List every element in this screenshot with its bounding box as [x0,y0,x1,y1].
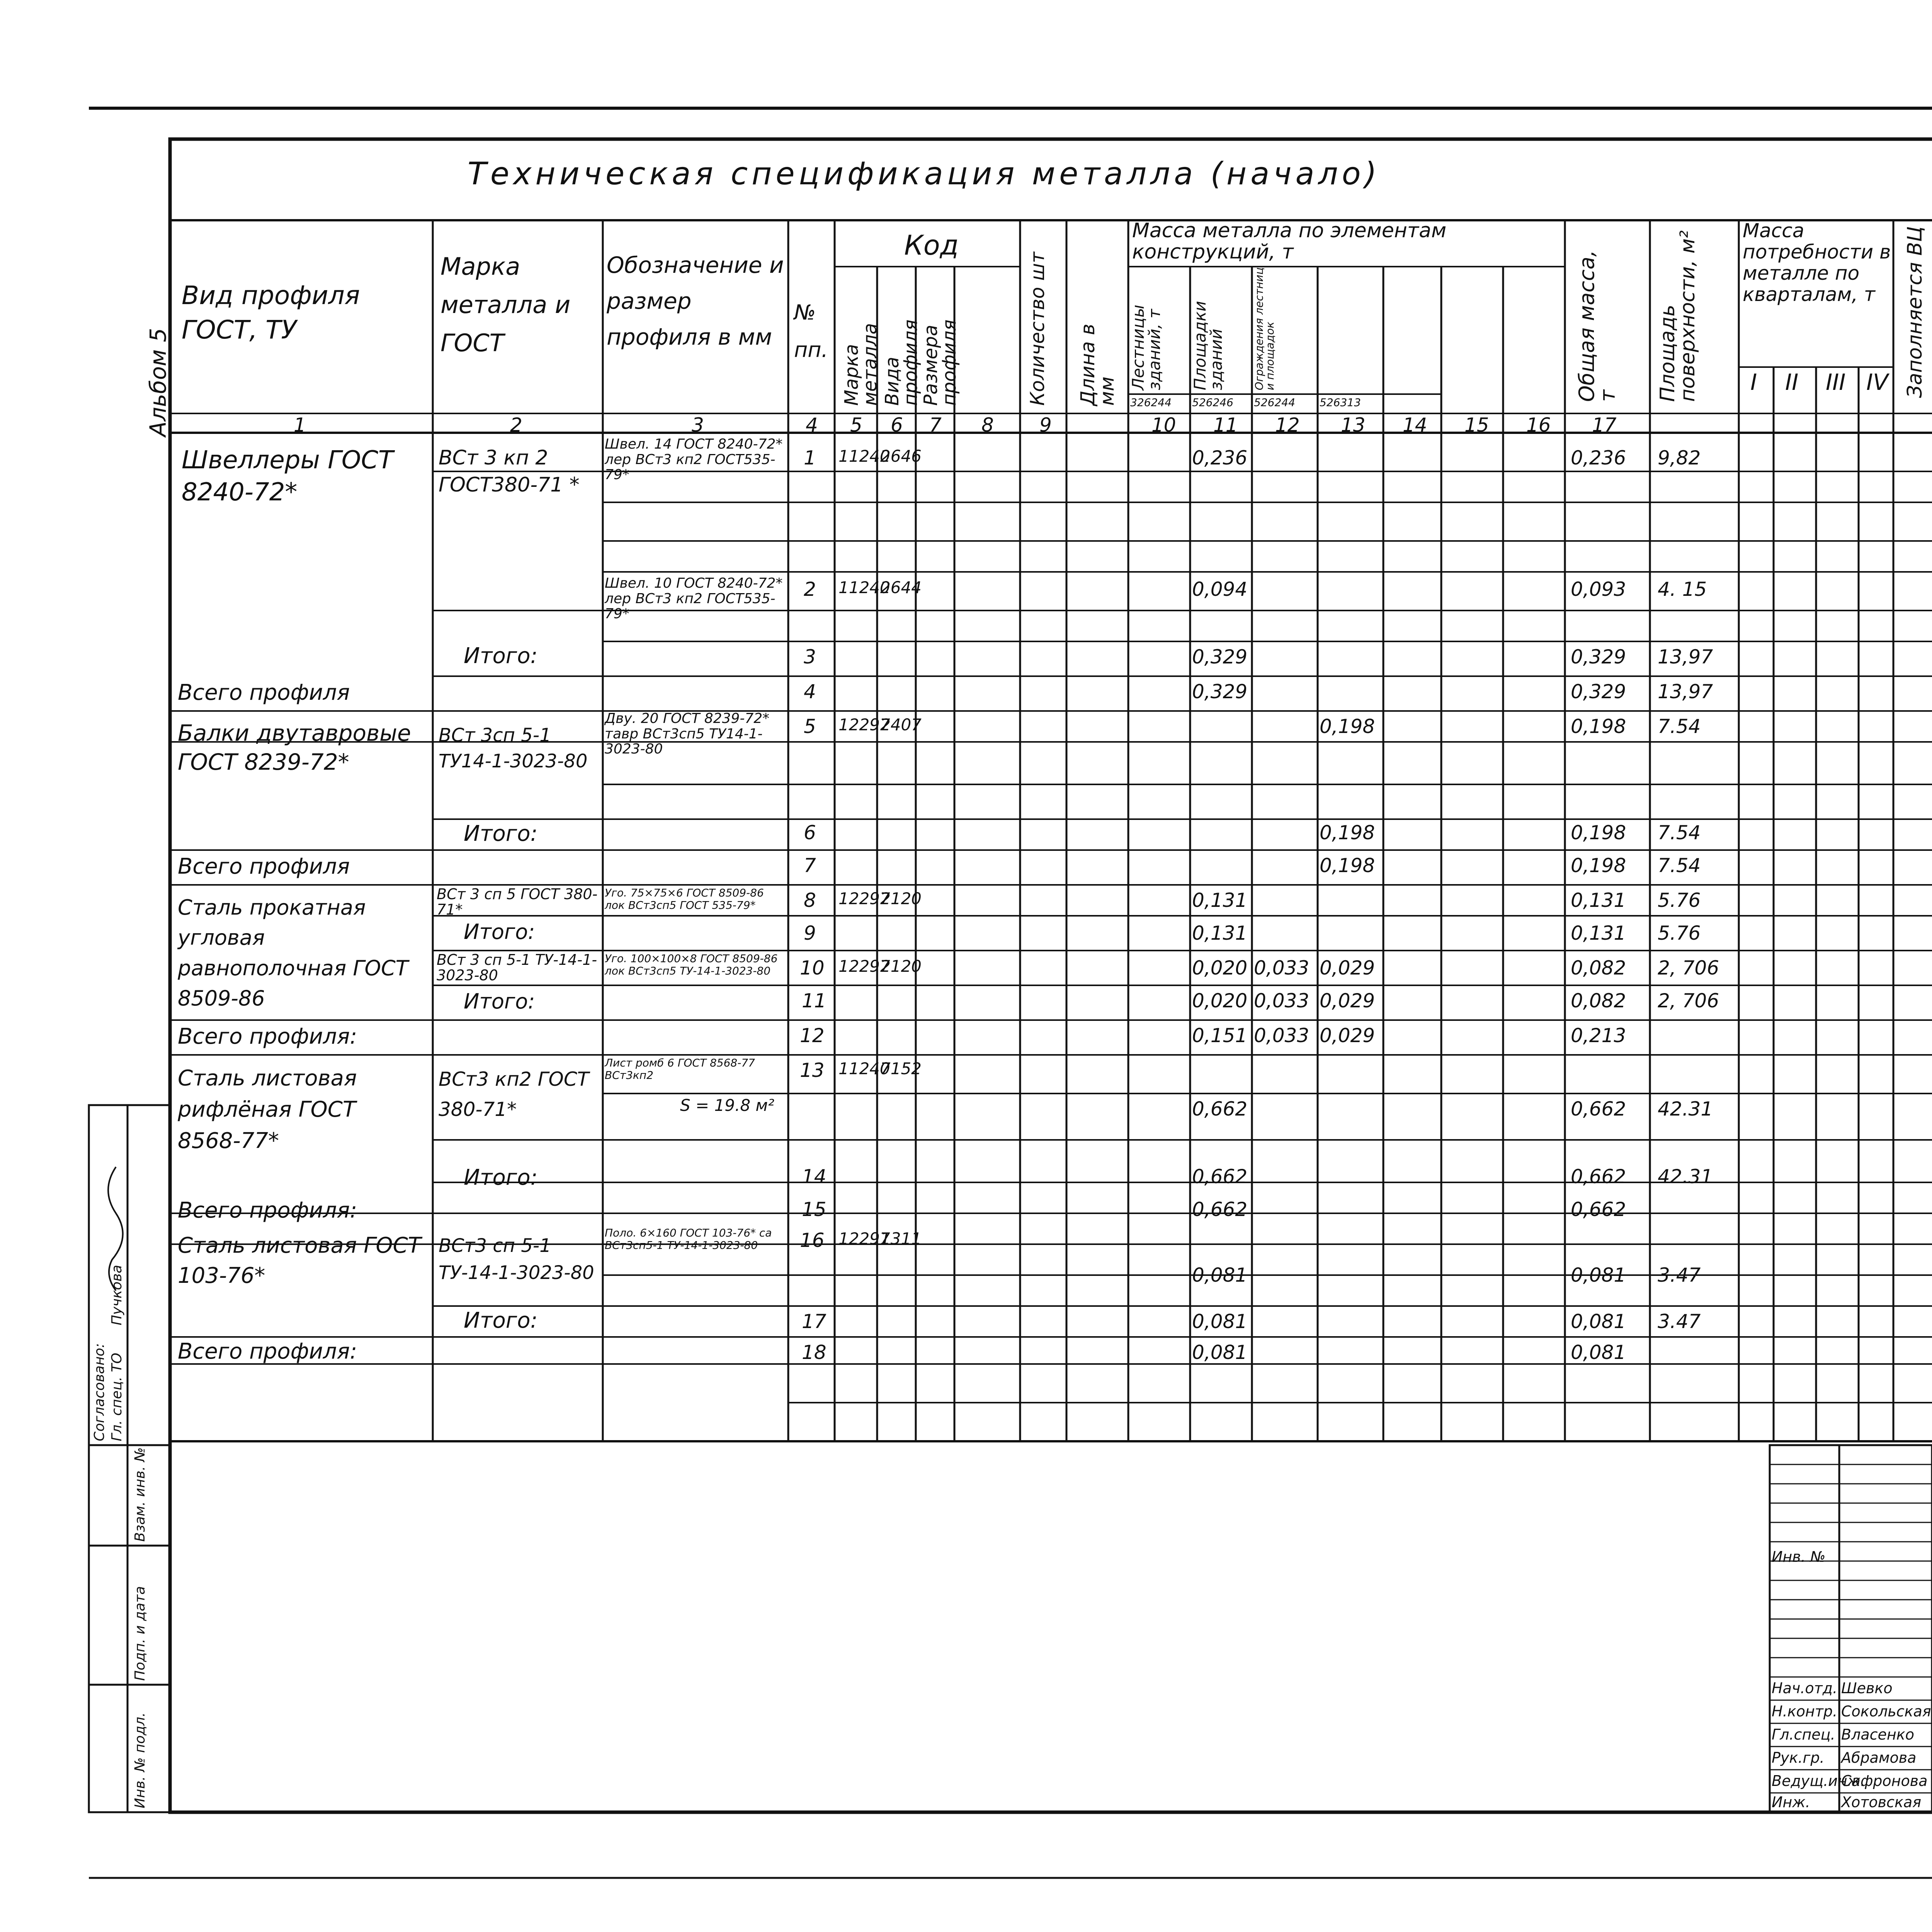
header-surface-area: Площадь поверхности, м² [1656,230,1699,402]
row-number: 2 [804,578,816,600]
code-profile: 2646 [880,447,922,466]
general-mass: 0,131 [1571,922,1626,944]
profile-total-label: Всего профиля [178,854,350,879]
mass-col11: 0,662 [1192,1165,1248,1188]
code-profile: 2120 [880,889,922,908]
col-num: 7 [929,414,942,436]
header-demand-by-quarters: Масса потребности в металле по кварталам, т [1743,219,1891,306]
surface-area: 42.31 [1658,1098,1713,1120]
row-number: 3 [804,646,816,668]
row-number: 13 [800,1059,825,1082]
row-number: 11 [802,990,827,1012]
surface-area: 13,97 [1658,680,1713,703]
col-num: 16 [1526,414,1551,436]
header-stairs: Лестницы зданий, т [1129,304,1164,390]
designation-cell: Швел. 14 ГОСТ 8240-72* лер ВСт3 кп2 ГОСТ535-79* [605,436,783,483]
quarter-2: II [1785,369,1799,395]
grade-cell: ВСт3 сп 5-1 ТУ-14-1-3023-80 [439,1235,594,1284]
mass-col12: 0,033 [1254,1024,1310,1047]
left-stamp-inv-orig: Инв. № подл. [132,1712,148,1808]
general-mass: 0,198 [1571,821,1626,844]
header-mass-by-elements: Масса металла по элементам конструкций, т [1132,219,1447,264]
code-row-2: 526244 [1254,396,1295,409]
mass-col11: 0,151 [1192,1024,1248,1047]
col-num: 9 [1039,414,1052,436]
left-stamp-replace-inv: Взам. инв. № [132,1447,148,1542]
mass-col13: 0,029 [1320,957,1375,979]
general-mass: 0,082 [1571,957,1626,979]
col-num: 17 [1592,414,1617,436]
general-mass: 0,093 [1571,578,1626,600]
page-title: Техническая спецификация металла (начало) [468,156,1381,192]
profile-cell: Сталь прокатная угловая равнополочная ГОСТ 8509-86 [178,895,408,1010]
code-profile: 2120 [880,957,922,976]
subtotal-label: Итого: [464,643,538,668]
mass-col13: 0,029 [1320,990,1375,1012]
surface-area: 5.76 [1658,889,1701,912]
grade-cell: ВСт 3 сп 5-1 ТУ-14-1-3023-80 [437,951,597,984]
header-code-profile-type: Вида профиля [881,319,922,406]
role-name: Шевко [1841,1680,1893,1697]
code-steel: 11240 [838,578,890,597]
general-mass: 0,662 [1571,1165,1626,1188]
designation-area-note: S = 19.8 м² [680,1096,774,1115]
general-mass: 0,329 [1571,646,1626,668]
left-stamp-gl-spec-name: Пучкова [109,1265,125,1325]
code-steel: 12297 [838,715,890,734]
col-num: 1 [294,414,306,436]
profile-cell: Балки двутавровые ГОСТ 8239-72* [178,720,411,776]
col-num: 10 [1151,414,1176,436]
surface-area: 2, 706 [1658,957,1719,979]
row-number: 9 [804,922,816,944]
mass-col11: 0,236 [1192,447,1248,469]
surface-area: 13,97 [1658,646,1713,668]
role-label: Гл.спец. [1772,1726,1835,1743]
code-steel: 12297 [838,889,890,908]
row-number: 8 [804,889,816,912]
row-number: 17 [802,1310,827,1333]
profile-cell: Сталь листовая ГОСТ 103-76* [178,1233,421,1289]
role-name: Хотовская [1841,1794,1922,1811]
role-label: Н.контр. [1772,1703,1838,1720]
general-mass: 0,081 [1571,1264,1626,1286]
quarter-1: I [1750,369,1757,395]
header-filled-by-vc: Заполняется ВЦ [1903,226,1927,398]
row-number: 4 [804,680,816,703]
mass-col11: 0,131 [1192,889,1248,912]
col-num: 14 [1403,414,1427,436]
grade-cell: ВСт3 кп2 ГОСТ 380-71* [439,1068,589,1121]
mass-col13: 0,198 [1320,854,1375,877]
header-code: Код [904,230,959,261]
general-mass: 0,213 [1571,1024,1626,1047]
code-steel: 11240 [838,1059,890,1078]
row-number: 10 [800,957,825,979]
col-num: 13 [1341,414,1366,436]
profile-total-label: Всего профиля: [178,1198,357,1223]
mass-col11: 0,662 [1192,1198,1248,1221]
header-length: Длина в мм [1077,323,1118,406]
surface-area: 3.47 [1658,1310,1701,1333]
header-code-steel: Марка металла [841,323,881,406]
col-num: 15 [1464,414,1489,436]
surface-area: 7.54 [1658,821,1701,844]
profile-cell: Сталь листовая рифлёная ГОСТ 8568-77* [178,1066,357,1154]
mass-col12: 0,033 [1254,990,1310,1012]
mass-col11: 0,020 [1192,957,1248,979]
surface-area: 9,82 [1658,447,1701,469]
col-num: 4 [806,414,818,436]
mass-col11: 0,020 [1192,990,1248,1012]
subtotal-label: Итого: [464,821,538,846]
row-number: 6 [804,821,816,844]
code-steel: 12297 [838,1229,890,1248]
mass-col13: 0,198 [1320,715,1375,738]
mass-col11: 0,081 [1192,1264,1248,1286]
code-profile: 2644 [880,578,922,597]
surface-area: 7.54 [1658,715,1701,738]
subtotal-label: Итого: [464,920,535,944]
surface-area: 2, 706 [1658,990,1719,1012]
role-name: Сафронова [1841,1772,1928,1789]
general-mass: 0,082 [1571,990,1626,1012]
role-label: Инж. [1772,1794,1810,1811]
general-mass: 0,198 [1571,715,1626,738]
surface-area: 7.54 [1658,854,1701,877]
col-num: 6 [891,414,903,436]
header-platforms: Площадки зданий [1190,301,1226,390]
row-number: 7 [804,854,816,877]
general-mass: 0,081 [1571,1341,1626,1364]
profile-total-label: Всего профиля [178,680,350,705]
general-mass: 0,662 [1571,1098,1626,1120]
role-label: Рук.гр. [1772,1749,1825,1766]
header-fences: Ограждения лестниц и площадок [1253,267,1276,390]
general-mass: 0,198 [1571,854,1626,877]
row-number: 14 [802,1165,827,1188]
surface-area: 3.47 [1658,1264,1701,1286]
code-steel: 11240 [838,447,890,466]
col-num: 2 [510,414,522,436]
quarter-3: III [1826,369,1846,395]
row-number: 12 [800,1024,825,1047]
designation-cell: Лист ромб 6 ГОСТ 8568-77 ВСт3кп2 [605,1056,755,1082]
profile-cell: Швеллеры ГОСТ 8240-72* [182,446,394,507]
header-designation: Обозначение и размер профиля в мм [607,252,784,350]
role-label: Нач.отд. [1772,1680,1838,1697]
subtotal-label: Итого: [464,1308,538,1333]
designation-cell: Поло. 6×160 ГОСТ 103-76* са ВСт3сп5-1 ТУ-14-1-3023-80 [605,1226,772,1252]
code-row-3: 526313 [1320,396,1361,409]
general-mass: 0,131 [1571,889,1626,912]
header-profile-type: Вид профиля ГОСТ, ТУ [182,281,360,345]
mass-col11: 0,662 [1192,1098,1248,1120]
mass-col11: 0,081 [1192,1310,1248,1333]
code-row-0: 326244 [1130,396,1172,409]
col-num: 11 [1213,414,1238,436]
surface-area: 4. 15 [1658,578,1707,600]
subtotal-label: Итого: [464,1165,538,1190]
role-label: Ведущ.инж. [1772,1772,1865,1789]
header-quantity: Количество шт [1026,252,1049,406]
general-mass: 0,081 [1571,1310,1626,1333]
col-num: 12 [1275,414,1300,436]
general-mass: 0,236 [1571,447,1626,469]
role-name: Абрамова [1841,1749,1917,1766]
header-general-mass: Общая масса, т [1575,250,1620,402]
designation-cell: Швел. 10 ГОСТ 8240-72* лер ВСт3 кп2 ГОСТ535-79* [605,575,783,622]
code-profile: 7152 [880,1059,922,1078]
designation-cell: Дву. 20 ГОСТ 8239-72* тавр ВСт3сп5 ТУ14-1-3023-80 [605,711,770,757]
mass-col12: 0,033 [1254,957,1310,979]
album-side-label: Альбом 5 [145,328,171,437]
mass-col11: 0,131 [1192,922,1248,944]
header-code-profile-size: Размера профиля [920,319,960,406]
designation-cell: Уго. 100×100×8 ГОСТ 8509-86 лок ВСт3сп5 ТУ-14-1-3023-80 [605,952,778,978]
mass-col11: 0,329 [1192,646,1248,668]
col-num: 5 [850,414,862,436]
surface-area: 42.31 [1658,1165,1713,1188]
grade-cell: ВСт 3сп 5-1 ТУ14-1-3023-80 [439,724,588,772]
row-number: 18 [802,1341,827,1364]
left-stamp-agreed: Согласовано: [92,1343,107,1441]
row-number: 5 [804,715,816,738]
code-steel: 12297 [838,957,890,976]
role-name: Власенко [1841,1726,1914,1743]
code-profile: 1311 [880,1229,922,1248]
mass-col11: 0,329 [1192,680,1248,703]
general-mass: 0,329 [1571,680,1626,703]
code-profile: 2407 [880,715,922,734]
profile-total-label: Всего профиля: [178,1339,357,1364]
mass-col13: 0,198 [1320,821,1375,844]
mass-col13: 0,029 [1320,1024,1375,1047]
general-mass: 0,662 [1571,1198,1626,1221]
grade-cell: ВСт 3 сп 5 ГОСТ 380-71* [437,886,598,918]
profile-total-label: Всего профиля: [178,1024,357,1049]
grade-cell: ВСт 3 кп 2 ГОСТ380-71 * [439,446,580,497]
subtotal-label: Итого: [464,989,535,1014]
col-num: 3 [692,414,704,436]
row-number: 16 [800,1229,825,1252]
code-row-1: 526246 [1192,396,1233,409]
title-inv-no: Инв. № [1772,1548,1826,1565]
header-row-number: № пп. [794,300,828,362]
quarter-4: IV [1866,369,1888,395]
mass-col11: 0,081 [1192,1341,1248,1364]
left-stamp-sign-date: Подп. и дата [132,1586,148,1681]
mass-col11: 0,094 [1192,578,1248,600]
col-num: 8 [981,414,994,436]
role-name: Сокольская [1841,1703,1931,1720]
row-number: 15 [802,1198,827,1221]
header-steel-grade: Марка металла и ГОСТ [440,252,571,357]
designation-cell: Уго. 75×75×6 ГОСТ 8509-86 лок ВСт3сп5 ГОСТ 535-79* [605,886,764,912]
left-stamp-gl-spec: Гл. спец. ТО [109,1352,125,1441]
row-number: 1 [804,447,816,469]
surface-area: 5.76 [1658,922,1701,944]
